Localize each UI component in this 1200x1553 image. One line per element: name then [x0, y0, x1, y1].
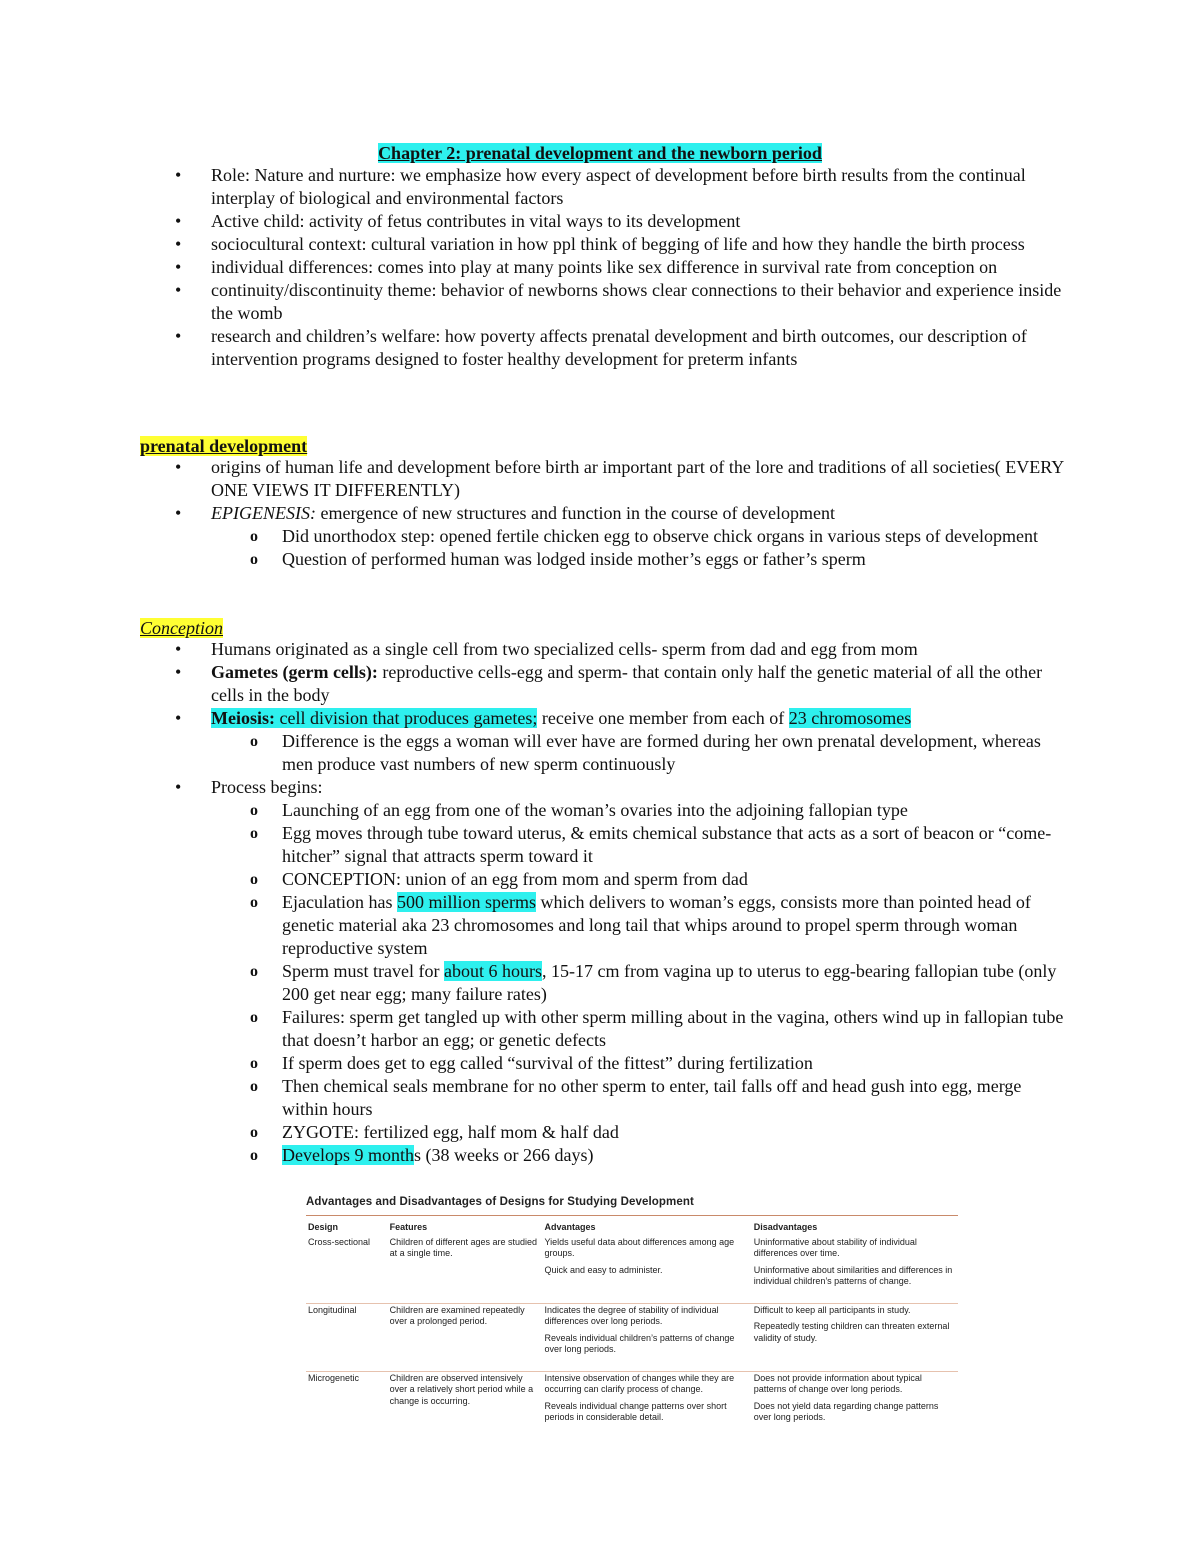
- sub-list-item: o Difference is the eggs a woman will ever have are formed during her own prenatal development, whereas men produce vast numbers of new sperm continuously: [282, 730, 1071, 776]
- sub-list-item: o Launching of an egg from one of the woman’s ovaries into the adjoining fallopian type: [282, 799, 1071, 822]
- designs-table: [306, 1219, 958, 1433]
- list-item: • Process begins:: [211, 776, 1071, 799]
- table-cell: Uninformative about stability of individual differences over time. Uninformative about similarities and differences in individual children’s patterns of change.: [752, 1236, 958, 1304]
- table-cell: Intensive observation of changes while they are occurring can clarify process of change. Reveals individual change patterns over short periods in considerable detail.: [544, 1372, 735, 1422]
- table-header-row: [306, 1219, 958, 1236]
- sub-list-item: o Question of performed human was lodged inside mother’s eggs or father’s sperm: [282, 548, 1071, 571]
- conception-list: [211, 638, 1071, 1167]
- sub-list-item: o CONCEPTION: union of an egg from mom and sperm from dad: [282, 868, 1071, 891]
- table-cell: Children of different ages are studied at a single time.: [388, 1236, 543, 1304]
- table-row: [306, 1303, 958, 1371]
- list-item: • continuity/discontinuity theme: behavior of newborns shows clear connections to their behavior and experience inside the womb: [211, 279, 1071, 325]
- table-row: [306, 1371, 958, 1433]
- sub-list-item: o Develops 9 months (38 weeks or 266 days): [282, 1144, 1071, 1167]
- sub-list-item: o ZYGOTE: fertilized egg, half mom & half dad: [282, 1121, 1071, 1144]
- section-heading-prenatal: prenatal development: [140, 436, 308, 456]
- table-cell: Yields useful data about differences among age groups. Quick and easy to administer.: [542, 1236, 751, 1304]
- sub-list-item: o Then chemical seals membrane for no other sperm to enter, tail falls off and head gush into egg, merge within hours: [282, 1075, 1071, 1121]
- list-item: • individual differences: comes into play at many points like sex difference in survival rate from conception on: [211, 256, 1071, 279]
- list-item: • EPIGENESIS: emergence of new structures and function in the course of development: [211, 502, 1071, 525]
- sub-list-item: o Ejaculation has 500 million sperms which delivers to woman’s eggs, consists more than pointed head of genetic material aka 23 chromosomes and long tail that whips around to propel sperm through woman reproductive system: [282, 891, 1071, 960]
- column-header: Features: [389, 1222, 428, 1232]
- table-row: [306, 1236, 958, 1304]
- column-header: Disadvantages: [753, 1222, 818, 1232]
- sub-list-item: o Egg moves through tube toward uterus, & emits chemical substance that acts as a sort of beacon or “come-hitcher” signal that attracts sperm toward it: [282, 822, 1071, 868]
- table-cell: Children are observed intensively over a relatively short period while a change is occurring.: [389, 1372, 534, 1406]
- list-item: • Gametes (germ cells): reproductive cells-egg and sperm- that contain only half the genetic material of all the other cells in the body: [211, 661, 1071, 707]
- table-cell: Does not provide information about typical patterns of change over long periods. Does not yield data regarding change patterns over long periods.: [753, 1372, 939, 1422]
- page-title: Chapter 2: prenatal development and the newborn period: [378, 143, 822, 163]
- designs-table-figure: [306, 1196, 958, 1422]
- table-cell: Indicates the degree of stability of individual differences over long periods. Reveals individual children’s patterns of change over long periods.: [542, 1303, 751, 1371]
- list-item: • research and children’s welfare: how poverty affects prenatal development and birth outcomes, our description of intervention programs designed to foster healthy development for preterm infants: [211, 325, 1071, 371]
- figure-rule: [306, 1215, 958, 1216]
- table-cell: Cross-sectional: [306, 1236, 388, 1304]
- list-item: • Meiosis: cell division that produces gametes; receive one member from each of 23 chromosomes: [211, 707, 1071, 730]
- section-heading-conception: Conception: [140, 618, 223, 638]
- intro-list: [211, 164, 1071, 371]
- sub-list-item: o Did unorthodox step: opened fertile chicken egg to observe chick organs in various steps of development: [282, 525, 1071, 548]
- column-header: Design: [308, 1222, 339, 1232]
- list-item: • Role: Nature and nurture: we emphasize how every aspect of development before birth results from the continual interplay of biological and environmental factors: [211, 164, 1071, 210]
- sub-list-item: o Sperm must travel for about 6 hours, 15-17 cm from vagina up to uterus to egg-bearing fallopian tube (only 200 get near egg; many failure rates): [282, 960, 1071, 1006]
- table-cell: Difficult to keep all participants in study. Repeatedly testing children can threaten external validity of study.: [752, 1303, 958, 1371]
- prenatal-list: [211, 456, 1071, 571]
- sub-list-item: o Failures: sperm get tangled up with other sperm milling about in the vagina, others wind up in fallopian tube that doesn’t harbor an egg; or genetic defects: [282, 1006, 1071, 1052]
- list-item: • sociocultural context: cultural variation in how ppl think of begging of life and how they handle the birth process: [211, 233, 1071, 256]
- list-item: • Humans originated as a single cell from two specialized cells- sperm from dad and egg from mom: [211, 638, 1071, 661]
- list-item: • origins of human life and development before birth ar important part of the lore and traditions of all societies( EVERY ONE VIEWS IT DIFFERENTLY): [211, 456, 1071, 502]
- column-header: Advantages: [544, 1222, 596, 1232]
- sub-list-item: o If sperm does get to egg called “survival of the fittest” during fertilization: [282, 1052, 1071, 1075]
- table-cell: Children are examined repeatedly over a prolonged period.: [388, 1303, 543, 1371]
- figure-title: Advantages and Disadvantages of Designs for Studying Development: [306, 1196, 694, 1208]
- table-cell: Microgenetic: [308, 1372, 360, 1383]
- list-item: • Active child: activity of fetus contributes in vital ways to its development: [211, 210, 1071, 233]
- table-cell: Longitudinal: [306, 1303, 388, 1371]
